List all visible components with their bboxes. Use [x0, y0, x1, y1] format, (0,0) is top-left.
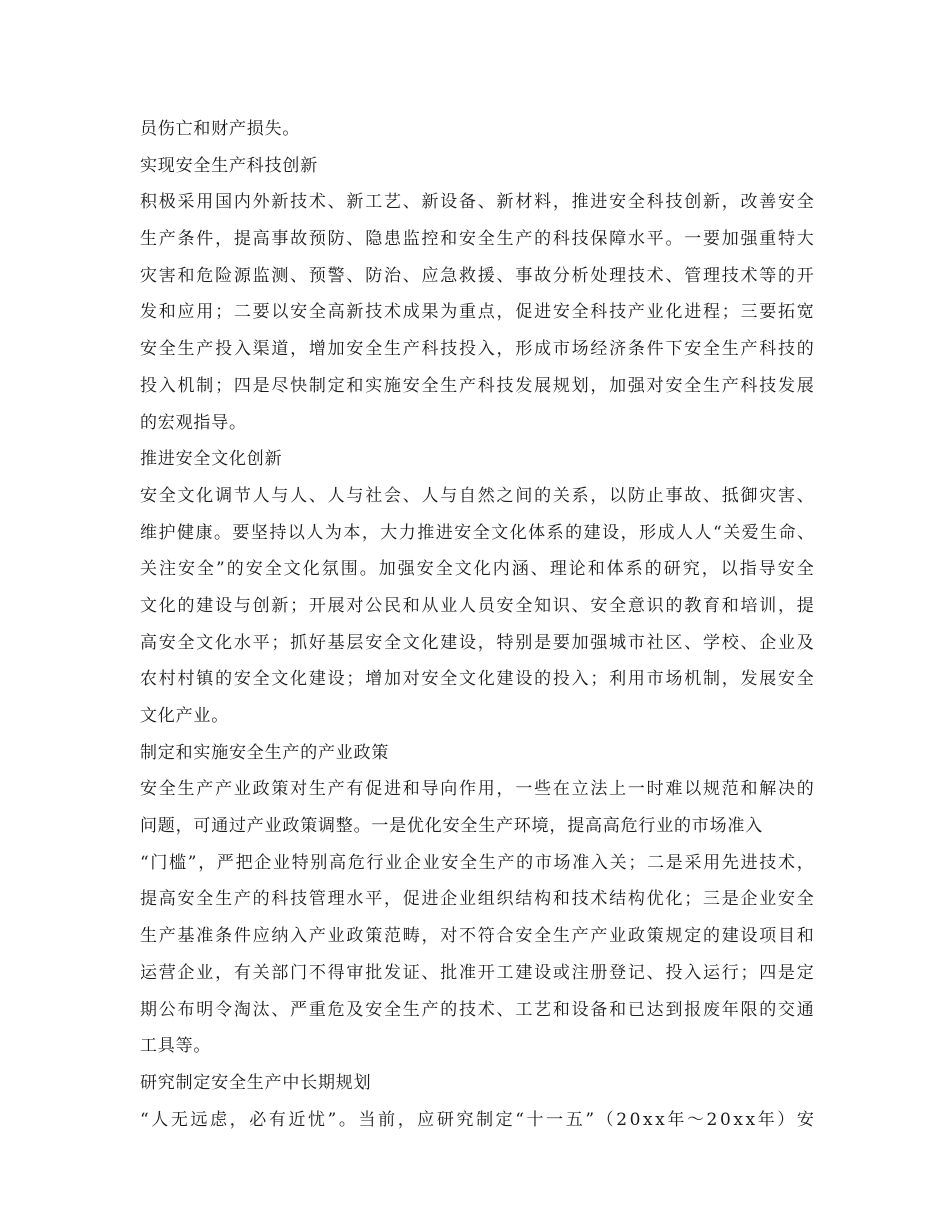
- paragraph-line: 运 营 企 业 ， 有 关 部 门 不 得 审 批 发 证 、 批 准 开 工 建 设 或 注 册 登 记 、 投 入 运 行 ； 四 是 定: [140, 962, 815, 983]
- paragraph-line: 生 产 条 件 ， 提 高 事 故 预 防 、 隐 患 监 控 和 安 全 生 产 的 科 技 保 障 水 平 。 一 要 加 强 重 特 大: [140, 229, 815, 250]
- paragraph-line: 投 入 机 制 ； 四 是 尽 快 制 定 和 实 施 安 全 生 产 科 技 发 展 规 划 ， 加 强 对 安 全 生 产 科 技 发 展: [140, 375, 815, 396]
- paragraph-line: 灾 害 和 危 险 源 监 测 、 预 警 、 防 治 、 应 急 救 援 、 事 故 分 析 处 理 技 术 、 管 理 技 术 等 的 开: [140, 265, 815, 286]
- paragraph-line: 维 护 健 康 。 要 坚 持 以 人 为 本 ， 大 力 推 进 安 全 文 化 体 系 的 建 设 ， 形 成 人 人 “ 关 爱 生 命 、: [140, 522, 815, 543]
- section-heading: 推进安全文化创新: [140, 449, 283, 470]
- paragraph-line: 工具等。: [140, 1036, 212, 1057]
- paragraph-line: 文化产业。: [140, 706, 229, 726]
- paragraph-line: 安 全 生 产 投 入 渠 道 ， 增 加 安 全 生 产 科 技 投 入 ， 形 成 市 场 经 济 条 件 下 安 全 生 产 科 技 的: [140, 339, 815, 360]
- section-heading: 制定和实施安全生产的产业政策: [140, 742, 390, 763]
- paragraph-line: 员伤亡和财产损失。: [140, 119, 301, 139]
- paragraph-line: 生 产 基 准 条 件 应 纳 入 产 业 政 策 范 畴 ， 对 不 符 合 安 全 生 产 产 业 政 策 规 定 的 建 设 项 目 和: [140, 926, 815, 947]
- paragraph-line: 发 和 应 用 ； 二 要 以 安 全 高 新 技 术 成 果 为 重 点 ， 促 进 安 全 科 技 产 业 化 进 程 ； 三 要 拓 宽: [140, 302, 815, 323]
- paragraph-line: 关 注 安 全 ” 的 安 全 文 化 氛 围 。 加 强 安 全 文 化 内 涵 、 理 论 和 体 系 的 研 究 ， 以 指 导 安 全: [140, 559, 815, 580]
- paragraph-line: 积 极 采 用 国 内 外 新 技 术 、 新 工 艺 、 新 设 备 、 新 材 料 ， 推 进 安 全 科 技 创 新 ， 改 善 安 全: [140, 192, 815, 213]
- section-heading: 研究制定安全生产中长期规划: [140, 1072, 372, 1093]
- paragraph-line: 高 安 全 文 化 水 平 ； 抓 好 基 层 安 全 文 化 建 设 ， 特 别 是 要 加 强 城 市 社 区 、 学 校 、 企 业 及: [140, 632, 815, 653]
- section-heading: 实现安全生产科技创新: [140, 155, 318, 176]
- paragraph-line: 的宏观指导。: [140, 412, 247, 433]
- paragraph-line: 问题，可通过产业政策调整。一是优化安全生产环境，提高高危行业的市场准入: [140, 816, 763, 837]
- paragraph-line: “ 门 槛 ” ， 严 把 企 业 特 别 高 危 行 业 企 业 安 全 生 产 的 市 场 准 入 关 ； 二 是 采 用 先 进 技 术 ，: [140, 852, 815, 873]
- document-body: [140, 111, 815, 1138]
- paragraph-line: 期 公 布 明 令 淘 汰 、 严 重 危 及 安 全 生 产 的 技 术 、 工 艺 和 设 备 和 已 达 到 报 废 年 限 的 交 通: [140, 999, 815, 1020]
- paragraph-line: 农 村 村 镇 的 安 全 文 化 建 设 ； 增 加 对 安 全 文 化 建 设 的 投 入 ； 利 用 市 场 机 制 ， 发 展 安 全: [140, 669, 815, 690]
- paragraph-line: 提 高 安 全 生 产 的 科 技 管 理 水 平 ， 促 进 企 业 组 织 结 构 和 技 术 结 构 优 化 ； 三 是 企 业 安 全: [140, 889, 815, 910]
- paragraph-line: 安 全 生 产 产 业 政 策 对 生 产 有 促 进 和 导 向 作 用 ， 一 些 在 立 法 上 一 时 难 以 规 范 和 解 决 的: [140, 779, 815, 800]
- paragraph-line: “ 人 无 远 虑 ， 必 有 近 忧 ” 。 当 前 ， 应 研 究 制 定 “ 十 一 五 ” （ 2 0 x x 年 ～ 2 0 x x 年 ） 安: [140, 1109, 815, 1130]
- paragraph-line: 安 全 文 化 调 节 人 与 人 、 人 与 社 会 、 人 与 自 然 之 间 的 关 系 ， 以 防 止 事 故 、 抵 御 灾 害 、: [140, 485, 815, 506]
- paragraph-line: 文 化 的 建 设 与 创 新 ； 开 展 对 公 民 和 从 业 人 员 安 全 知 识 、 安 全 意 识 的 教 育 和 培 训 ， 提: [140, 595, 815, 616]
